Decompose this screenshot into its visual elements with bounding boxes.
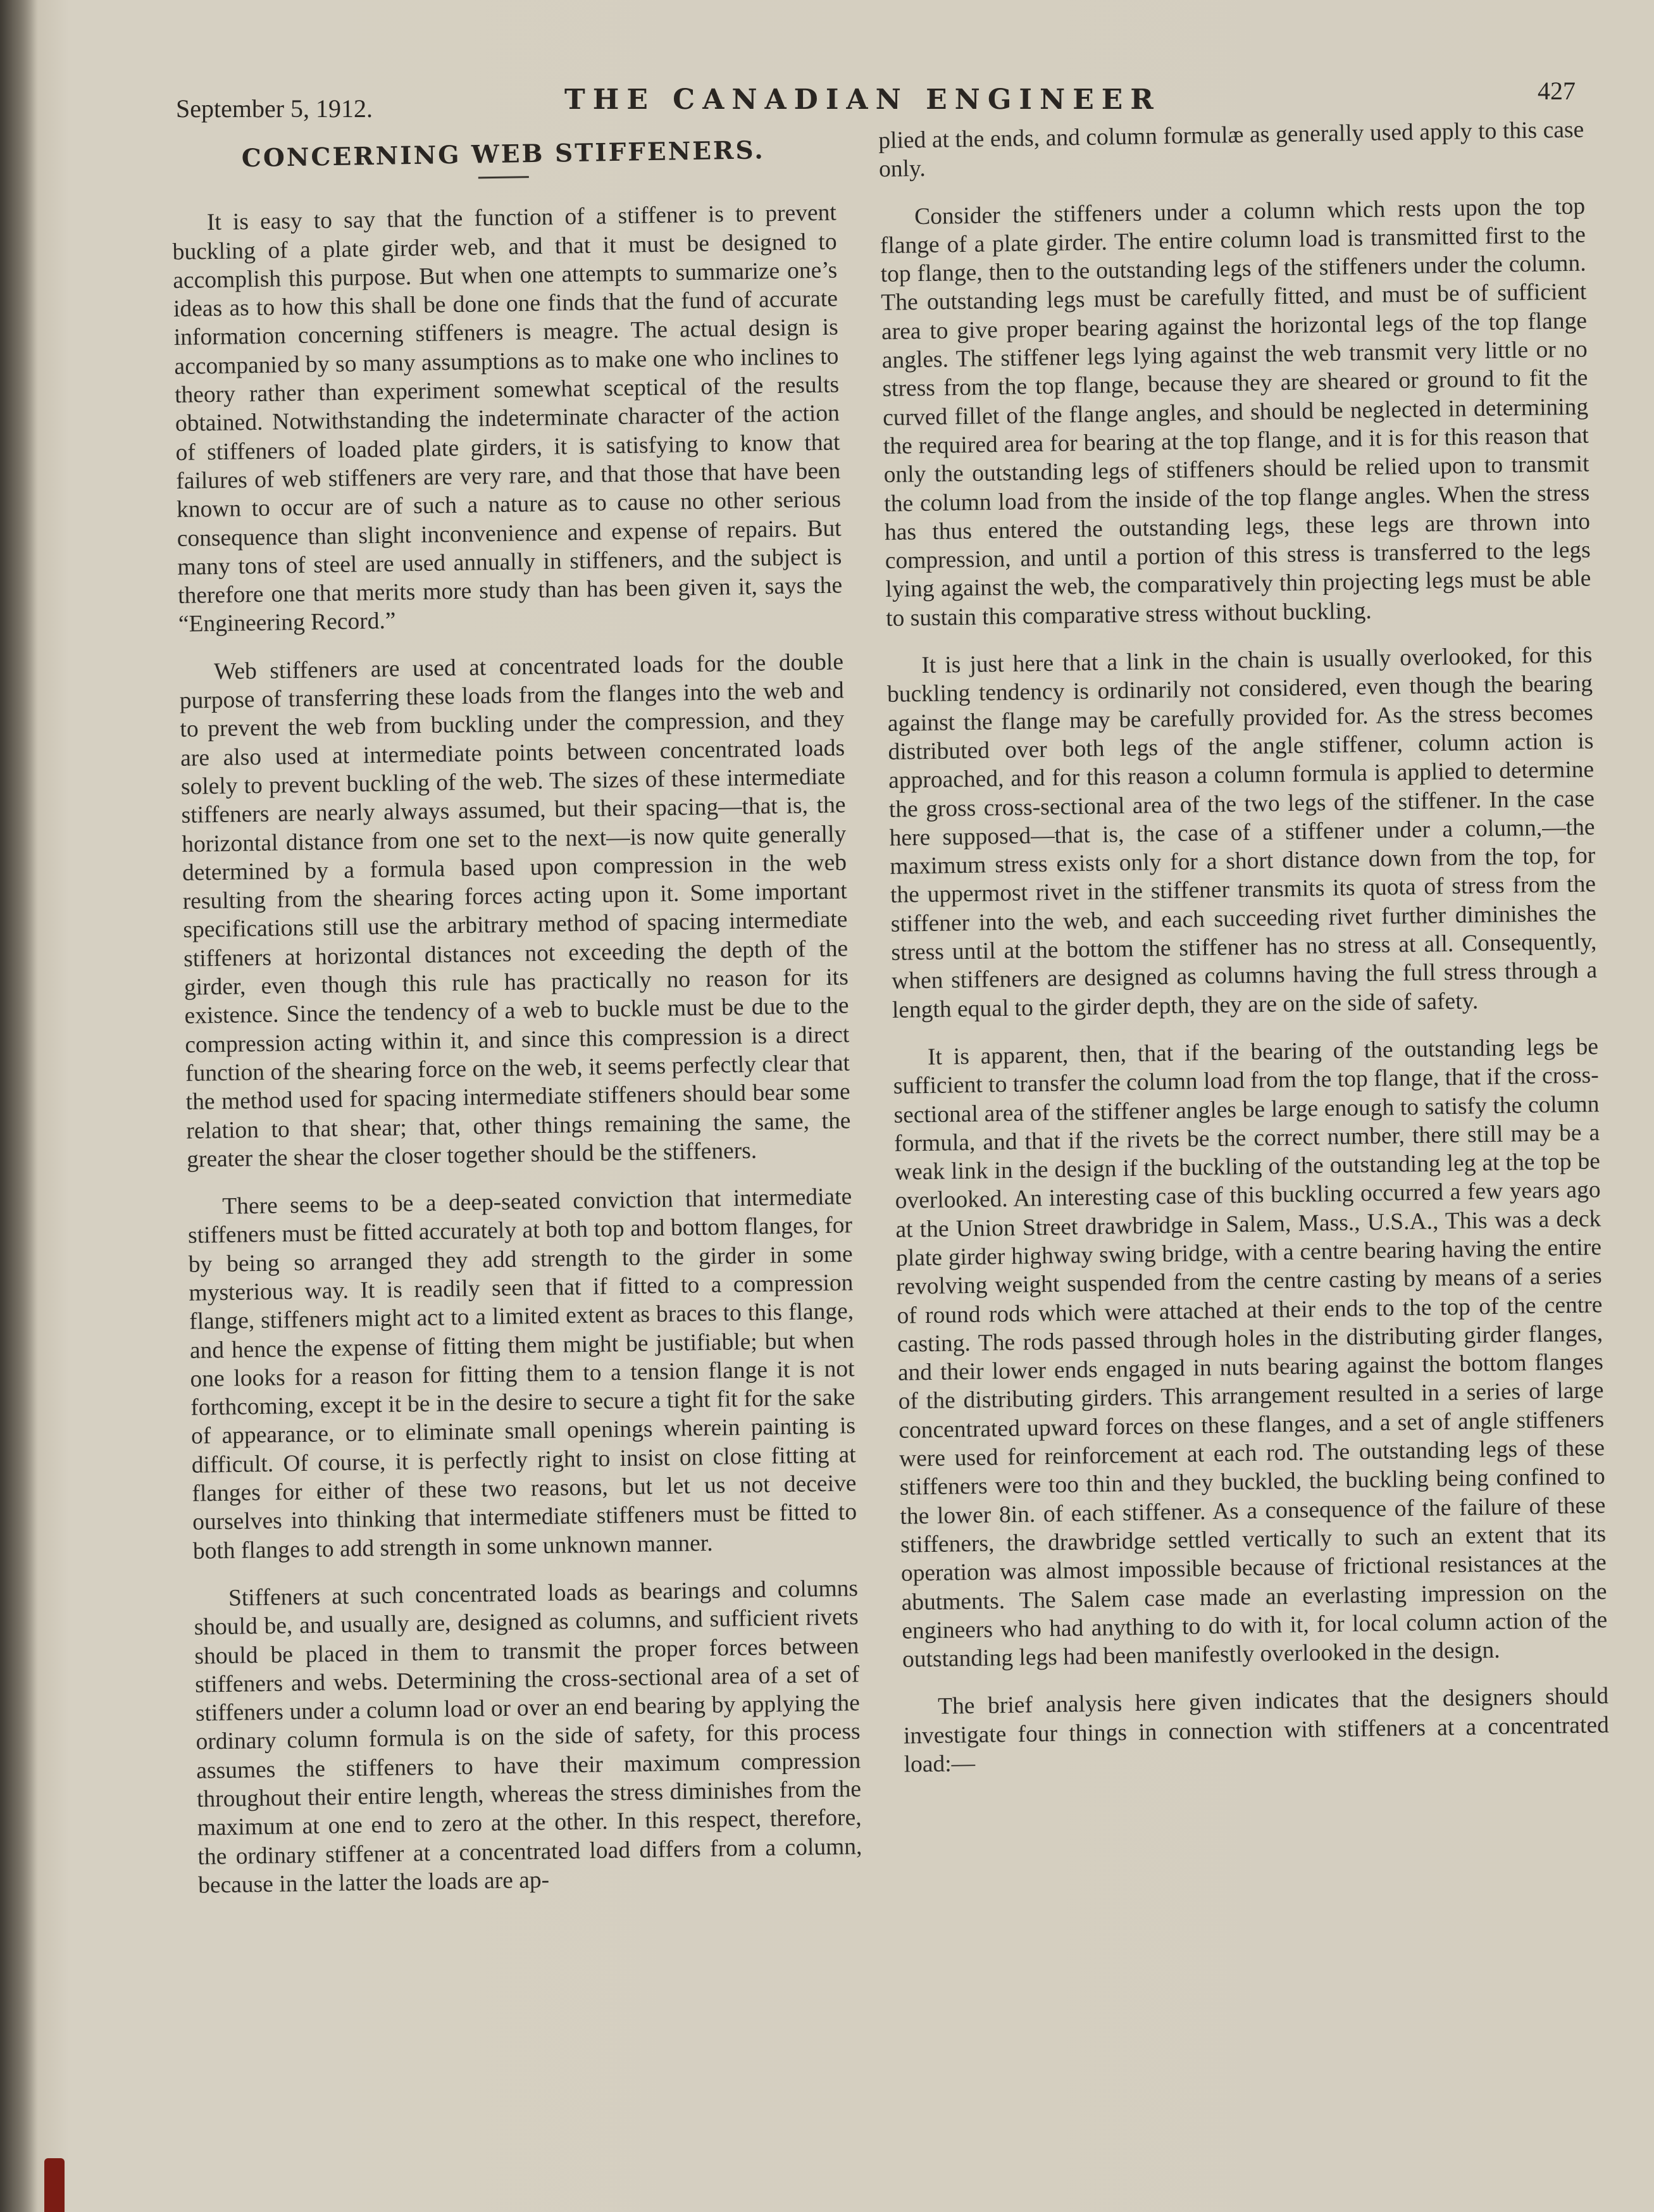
page-number: 427 [1538, 77, 1576, 105]
title-rule [478, 176, 529, 178]
paragraph: Web stiffeners are used at concentrated loads for the double purpose of transferring these loads from the flanges into the web and to prevent the web from buckling under the compression, and they are also used at intermediate points between concentrated loads solely to prevent buckling of the web. The sizes of these intermediate stiffeners are nearly always assumed, but their spacing—that is, the horizontal distance from one set to the next—is now quite generally determined by a formula based upon compression in the web resulting from the shearing forces acting upon it. Some important specifications still use the arbitrary method of spacing intermediate stiffeners at horizontal distances not exceeding the depth of the girder, even though this rule has practically no reason for its existence. Since the tendency of a web to buckle must be due to the compression acting within it, and since this compression is a direct function of the shearing force on the web, it seems perfectly clear that the method used for spacing intermediate stiffeners should bear some relation to that shear; that, other things remaining the same, the greater the shear the closer together should be the stiffeners. [179, 649, 851, 1173]
article-title: CONCERNING WEB STIFFENERS. [241, 135, 766, 173]
left-column [171, 135, 863, 1919]
paragraph: The brief analysis here given indicates that the designers should investigate four things in connection with stiffeners at a concentrated load:— [903, 1683, 1610, 1778]
book-spine-shadow [0, 0, 38, 2212]
paragraph-continuation: plied at the ends, and column formulæ as generally used apply to this case only. [878, 116, 1584, 183]
paragraph: It is just here that a link in the chain is usually overlooked, for this buckling tendency is ordinarily not considered, even though the bearing against the flange may be carefully provided for. As the stress becomes distributed over both legs of the angle stiffener, column action is approached, and for this reason a column formula is applied to determine the gross cross-sectional area of the two legs of the stiffener. In the case here supposed—that is, the case of a stiffener under a column,—the maximum stress exists only for a short distance down from the top, for the uppermost rivet in the stiffener transmits its quota of stress from the stiffener into the web, and each succeeding rivet further diminishes the stress until at the bottom the stiffener has no stress at all. Consequently, when stiffeners are designed as columns having the full stress through a length equal to the girder depth, they are on the side of safety. [886, 642, 1598, 1023]
right-column [878, 115, 1610, 1798]
issue-date: September 5, 1912. [176, 94, 373, 123]
paragraph: Consider the stiffeners under a column which rests upon the top flange of a plate girder. The entire column load is transmitted first to the top flange, then to the outstanding legs of the stiffeners under the column. The outstanding legs must be carefully fitted, and must be of sufficient area to give proper bearing against the horizontal legs of the top flange angles. The stiffener legs lying against the web transmit very little or no stress from the top flange, because they are sheared or ground to fit the curved fillet of the flange angles, and should be neglected in determining the required area for bearing at the top flange, and it is for this reason that only the outstanding legs of stiffeners should be relied upon to transmit the column load from the inside of the top flange angles. When the stress has thus entered the outstanding legs, these legs are thrown into compression, and until a portion of this stress is transferred to the legs lying against the web, the comparatively thin projecting legs must be able to sustain this comparative stress without buckling. [880, 193, 1591, 632]
journal-title: THE CANADIAN ENGINEER [564, 84, 1161, 116]
paragraph: It is apparent, then, that if the bearing of the outstanding legs be sufficient to transfer the column load from the top flange, that if the cross-sectional area of the stiffener angles be large enough to satisfy the column formula, and that if the rivets be the correct number, there still may be a weak link in the design if the buckling of the outstanding leg at the top be overlooked. An interesting case of this buckling occurred a few years ago at the Union Street drawbridge in Salem, Mass., U.S.A., This was a deck plate girder highway swing bridge, with a centre bearing having the entire revolving weight suspended from the centre casting by means of a series of round rods which were attached at their ends to the top of the centre casting. The rods passed through holes in the distributing girder flanges, and their lower ends engaged in nuts bearing against the bottom flanges of the distributing girders. This arrangement resulted in a series of large concentrated upward forces on these flanges, and a set of angle stiffeners were used for reinforcement at each rod. The outstanding legs of these stiffeners were too thin and they buckled, the buckling being confined to the lower 8in. of each stiffener. As a consequence of the failure of these stiffeners, the drawbridge settled vertically to such an extent that its operation was almost impossible because of frictional resistances at the abutments. The Salem case made an everlasting impression on the engineers who had anything to do with it, for local column action of the outstanding legs had been manifestly overlooked in the design. [893, 1034, 1608, 1673]
red-edge-mark [44, 2158, 65, 2212]
paragraph: Stiffeners at such concentrated loads as bearings and columns should be, and usually are, designed as columns, and sufficient rivets should be placed in them to transmit the proper forces between stiffeners and webs. Determining the cross-sectional area of a set of stiffeners under a column load or over an end bearing by applying the ordinary column formula is on the side of safety, for this process assumes the stiffeners to have their maximum compression throughout their entire length, whereas the stress diminishes from the maximum at one end to zero at the other. In this respect, therefore, the ordinary stiffener at a concentrated load differs from a column, because in the latter the loads are ap- [194, 1575, 862, 1899]
paragraph: It is easy to say that the function of a stiffener is to prevent buckling of a plate girder web, and that it must be designed to accomplish this purpose. But when one attempts to summarize one’s ideas as to how this shall be done one finds that the fund of accurate information concerning stiffeners is meagre. The actual design is accompanied by so many assumptions as to make one who inclines to theory rather than experiment somewhat sceptical of the results obtained. Notwithstanding the indeterminate character of the action of stiffeners of loaded plate girders, it is satisfying to know that failures of web stiffeners are very rare, and that those that have been known to occur are of such a nature as to cause no other serious consequence than slight inconvenience and expense of repairs. But many tons of steel are used annually in stiffeners, and the subject is therefore one that merits more study than has been given it, says the “Engineering Record.” [172, 199, 843, 638]
paragraph: There seems to be a deep-seated conviction that intermediate stiffeners must be fitted accurately at both top and bottom flanges, for by being so arranged they add strength to the girder in some mysterious way. It is readily seen that if fitted to a compression flange, stiffeners might act to a limited extent as braces to this flange, and hence the expense of fitting them might be justifiable; but when one looks for a reason for fitting them to a tension flange it is not forthcoming, except it be in the desire to secure a tight fit for the sake of appearance, or to eliminate small openings wherein painting is difficult. Of course, it is perfectly right to insist on close fitting at flanges for either of these two reasons, but let us not deceive ourselves into thinking that intermediate stiffeners must be fitted to both flanges to add strength in some unknown manner. [187, 1184, 857, 1565]
